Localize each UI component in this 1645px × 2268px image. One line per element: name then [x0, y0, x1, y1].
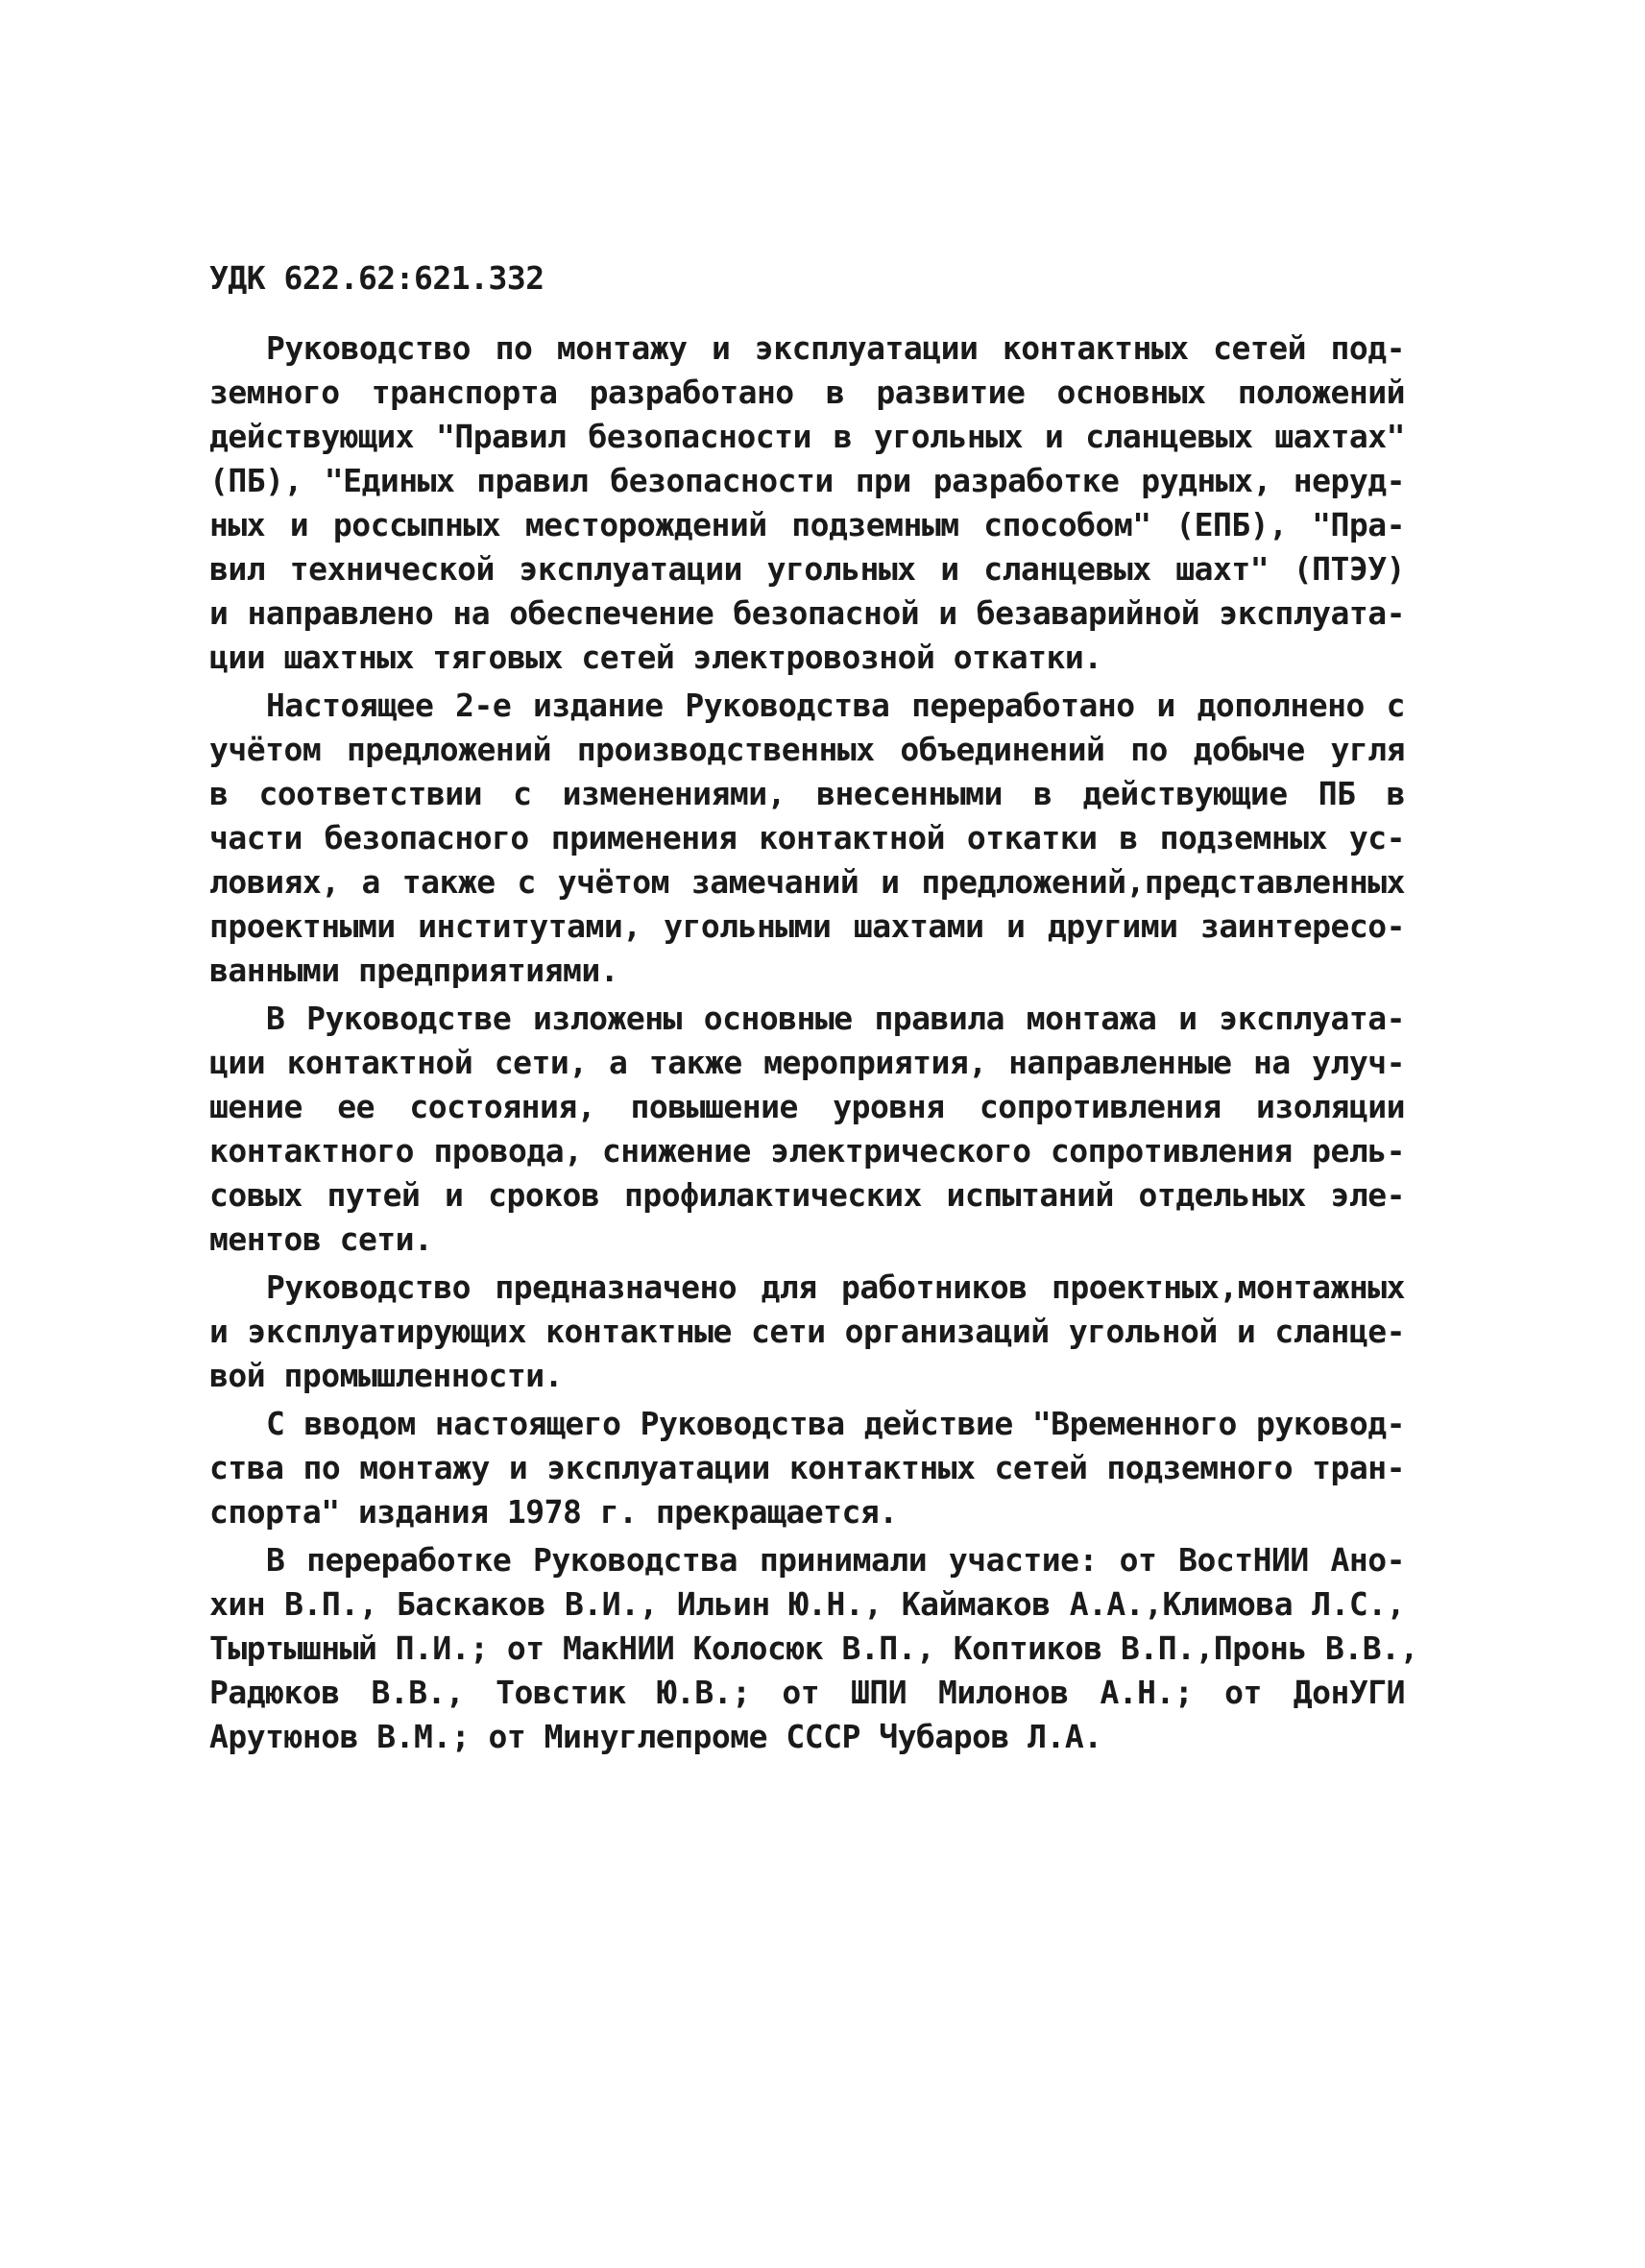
- text-line: Радюков В.В., Товстик Ю.В.; от ШПИ Милонов А.Н.; от ДонУГИ: [209, 1674, 1405, 1711]
- paragraph-supersedes: [209, 1402, 1405, 1534]
- text-line: Тыртышный П.И.; от МакНИИ Колосюк В.П., Коптиков В.П.,Пронь В.В.,: [209, 1629, 1418, 1667]
- text-line: части безопасного применения контактной откатки в подземных ус-: [209, 819, 1405, 857]
- text-line: ванными предприятиями.: [209, 952, 619, 989]
- text-line: земного транспорта разработано в развитие основных положений: [209, 374, 1405, 411]
- text-line: ловиях, а также с учётом замечаний и предложений,представленных: [209, 863, 1405, 901]
- paragraph-edition: [209, 684, 1405, 993]
- text-line: и эксплуатирующих контактные сети организаций угольной и сланце-: [209, 1313, 1405, 1350]
- text-line: и направлено на обеспечение безопасной и безаварийной эксплуата-: [209, 594, 1405, 632]
- text-line: Арутюнов В.М.; от Минуглепроме СССР Чубаров Л.А.: [209, 1718, 1102, 1755]
- text-line: В Руководстве изложены основные правила монтажа и эксплуата-: [266, 1000, 1405, 1037]
- paragraph-audience: [209, 1266, 1405, 1398]
- text-line: ства по монтажу и эксплуатации контактных сетей подземного тран-: [209, 1449, 1405, 1486]
- text-line: шение ее состояния, повышение уровня сопротивления изоляции: [209, 1088, 1405, 1125]
- udc-code: УДК 622.62:621.332: [209, 259, 544, 297]
- text-line: учётом предложений производственных объединений по добыче угля: [209, 731, 1405, 768]
- text-line: С вводом настоящего Руководства действие "Временного руковод-: [266, 1405, 1405, 1442]
- document-body: [209, 326, 1418, 1763]
- text-line: Руководство предназначено для работников проектных,монтажных: [266, 1268, 1405, 1306]
- text-line: Настоящее 2-е издание Руководства переработано и дополнено с: [266, 687, 1405, 724]
- text-line: ментов сети.: [209, 1220, 433, 1258]
- text-line: Руководство по монтажу и эксплуатации контактных сетей под-: [266, 329, 1405, 367]
- text-line: (ПБ), "Единых правил безопасности при разработке рудных, неруд-: [209, 462, 1405, 499]
- text-line: хин В.П., Баскаков В.И., Ильин Ю.Н., Каймаков А.А.,Климова Л.С.,: [209, 1585, 1405, 1623]
- text-line: совых путей и сроков профилактических испытаний отдельных эле-: [209, 1176, 1405, 1214]
- text-line: ных и россыпных месторождений подземным способом" (ЕПБ), "Пра-: [209, 506, 1405, 543]
- paragraph-contents: [209, 997, 1405, 1262]
- text-line: ции контактной сети, а также мероприятия, направленные на улуч-: [209, 1044, 1405, 1081]
- text-line: спорта" издания 1978 г. прекращается.: [209, 1493, 898, 1531]
- paragraph-contributors: [209, 1538, 1418, 1759]
- text-line: действующих "Правил безопасности в угольных и сланцевых шахтах": [209, 418, 1405, 455]
- text-line: ции шахтных тяговых сетей электровозной откатки.: [209, 639, 1102, 676]
- text-line: В переработке Руководства принимали участие: от ВостНИИ Ано-: [266, 1541, 1405, 1579]
- paragraph-scope: [209, 326, 1405, 680]
- text-line: контактного провода, снижение электрического сопротивления рель-: [209, 1132, 1405, 1170]
- text-line: проектными институтами, угольными шахтами и другими заинтересо-: [209, 907, 1405, 945]
- text-line: вил технической эксплуатации угольных и сланцевых шахт" (ПТЭУ): [209, 550, 1405, 588]
- text-line: вой промышленности.: [209, 1357, 563, 1394]
- text-line: в соответствии с изменениями, внесенными в действующие ПБ в: [209, 775, 1405, 812]
